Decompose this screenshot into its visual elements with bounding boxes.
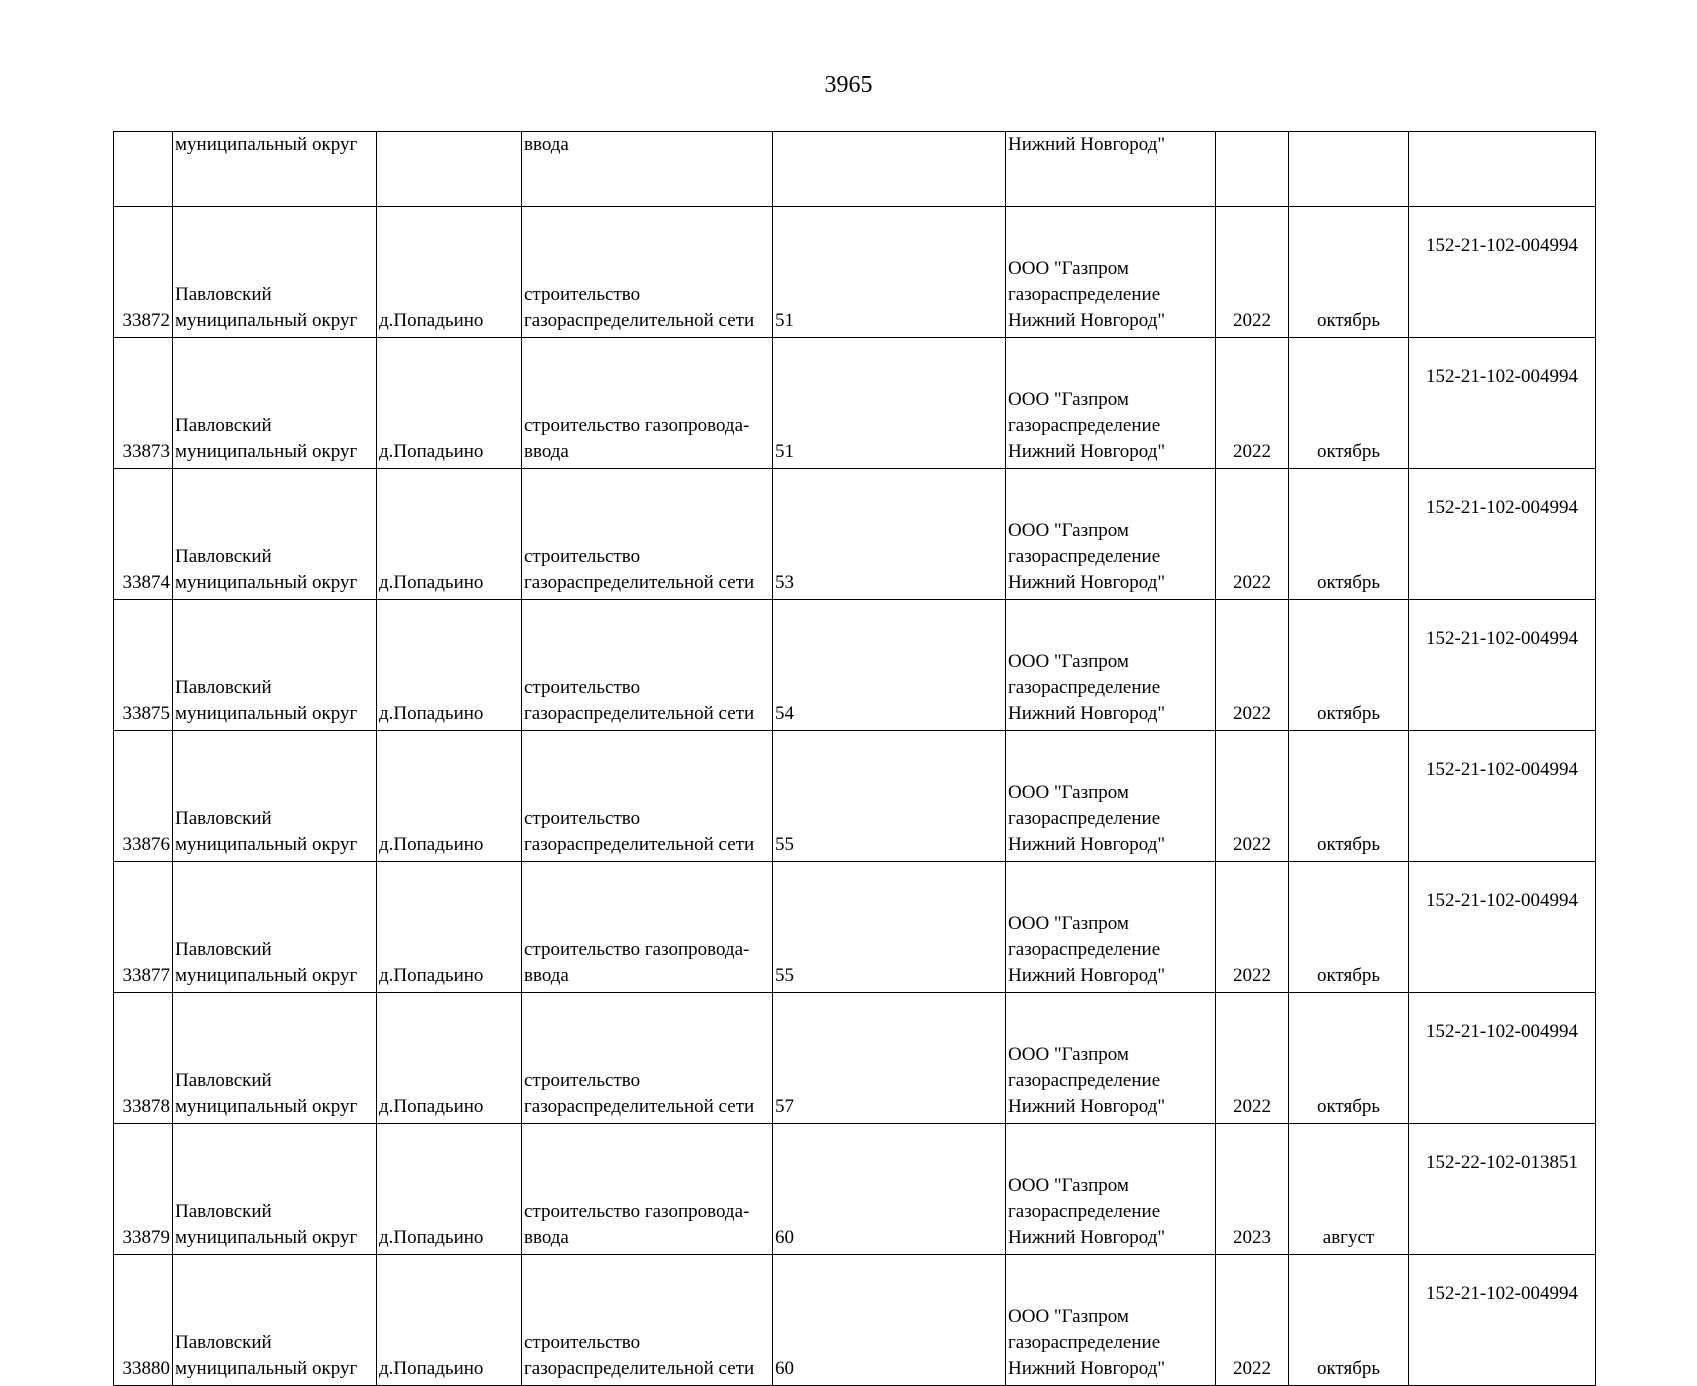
cell-number: 33878 [114,993,173,1124]
cell-number: 33874 [114,469,173,600]
cell-house: 53 [773,469,1006,600]
cell-work: строительство газораспределительной сети [522,1255,773,1386]
cell-code: 152-21-102-004994 [1409,1255,1596,1386]
cell-organization: ООО "Газпром газораспределение Нижний Новгород" [1006,469,1216,600]
cell-number: 33880 [114,1255,173,1386]
cell-work: строительство газораспределительной сети [522,993,773,1124]
cell-house [773,132,1006,207]
cell-month: октябрь [1289,469,1409,600]
cell-house: 60 [773,1255,1006,1386]
registry-body [114,132,1596,1386]
cell-month: октябрь [1289,1255,1409,1386]
cell-month: октябрь [1289,993,1409,1124]
cell-organization: ООО "Газпром газораспределение Нижний Новгород" [1006,338,1216,469]
cell-code: 152-21-102-004994 [1409,731,1596,862]
cell-locality [377,132,522,207]
table-row [114,1255,1596,1386]
cell-month: октябрь [1289,207,1409,338]
cell-organization: ООО "Газпром газораспределение Нижний Новгород" [1006,993,1216,1124]
cell-municipality: Павловский муниципальный округ [173,731,377,862]
cell-locality: д.Попадьино [377,1124,522,1255]
cell-house: 60 [773,1124,1006,1255]
cell-number: 33873 [114,338,173,469]
cell-house: 51 [773,338,1006,469]
table-row [114,207,1596,338]
cell-municipality: Павловский муниципальный округ [173,1255,377,1386]
cell-code [1409,132,1596,207]
cell-year: 2022 [1216,207,1289,338]
cell-year: 2023 [1216,1124,1289,1255]
cell-number: 33872 [114,207,173,338]
cell-number: 33877 [114,862,173,993]
cell-organization: ООО "Газпром газораспределение Нижний Новгород" [1006,731,1216,862]
cell-work: строительство газораспределительной сети [522,207,773,338]
cell-year [1216,132,1289,207]
cell-year: 2022 [1216,338,1289,469]
cell-number: 33875 [114,600,173,731]
cell-number: 33876 [114,731,173,862]
cell-month: август [1289,1124,1409,1255]
cell-locality: д.Попадьино [377,1255,522,1386]
cell-house: 55 [773,731,1006,862]
table-row [114,469,1596,600]
cell-organization: Нижний Новгород" [1006,132,1216,207]
cell-organization: ООО "Газпром газораспределение Нижний Новгород" [1006,862,1216,993]
cell-year: 2022 [1216,469,1289,600]
cell-locality: д.Попадьино [377,731,522,862]
table-row [114,1124,1596,1255]
cell-month: октябрь [1289,862,1409,993]
cell-month: октябрь [1289,600,1409,731]
cell-municipality: муниципальный округ [173,132,377,207]
cell-municipality: Павловский муниципальный округ [173,469,377,600]
cell-code: 152-21-102-004994 [1409,338,1596,469]
table-row [114,600,1596,731]
cell-municipality: Павловский муниципальный округ [173,1124,377,1255]
cell-municipality: Павловский муниципальный округ [173,600,377,731]
cell-locality: д.Попадьино [377,469,522,600]
cell-month: октябрь [1289,338,1409,469]
cell-year: 2022 [1216,993,1289,1124]
cell-work: строительство газопровода- ввода [522,1124,773,1255]
cell-house: 54 [773,600,1006,731]
cell-year: 2022 [1216,1255,1289,1386]
continuation-row [114,132,1596,207]
cell-code: 152-21-102-004994 [1409,207,1596,338]
cell-work: строительство газораспределительной сети [522,600,773,731]
table-row [114,993,1596,1124]
cell-locality: д.Попадьино [377,600,522,731]
cell-code: 152-21-102-004994 [1409,862,1596,993]
cell-locality: д.Попадьино [377,338,522,469]
table-row [114,338,1596,469]
cell-house: 55 [773,862,1006,993]
cell-year: 2022 [1216,731,1289,862]
cell-municipality: Павловский муниципальный округ [173,862,377,993]
cell-organization: ООО "Газпром газораспределение Нижний Новгород" [1006,600,1216,731]
cell-locality: д.Попадьино [377,207,522,338]
cell-municipality: Павловский муниципальный округ [173,207,377,338]
cell-month: октябрь [1289,731,1409,862]
cell-code: 152-21-102-004994 [1409,600,1596,731]
cell-month [1289,132,1409,207]
cell-work: строительство газораспределительной сети [522,469,773,600]
cell-municipality: Павловский муниципальный округ [173,338,377,469]
cell-organization: ООО "Газпром газораспределение Нижний Новгород" [1006,1255,1216,1386]
table-row [114,731,1596,862]
cell-code: 152-21-102-004994 [1409,469,1596,600]
cell-house: 51 [773,207,1006,338]
cell-code: 152-22-102-013851 [1409,1124,1596,1255]
cell-work: строительство газопровода- ввода [522,862,773,993]
cell-locality: д.Попадьино [377,862,522,993]
cell-locality: д.Попадьино [377,993,522,1124]
cell-number [114,132,173,207]
cell-work: строительство газораспределительной сети [522,731,773,862]
cell-work: строительство газопровода- ввода [522,338,773,469]
table-row [114,862,1596,993]
registry-table [113,131,1596,1386]
cell-number: 33879 [114,1124,173,1255]
page-number: 3965 [824,72,873,98]
cell-year: 2022 [1216,862,1289,993]
cell-organization: ООО "Газпром газораспределение Нижний Новгород" [1006,1124,1216,1255]
cell-municipality: Павловский муниципальный округ [173,993,377,1124]
cell-code: 152-21-102-004994 [1409,993,1596,1124]
cell-house: 57 [773,993,1006,1124]
cell-work: ввода [522,132,773,207]
cell-year: 2022 [1216,600,1289,731]
cell-organization: ООО "Газпром газораспределение Нижний Новгород" [1006,207,1216,338]
